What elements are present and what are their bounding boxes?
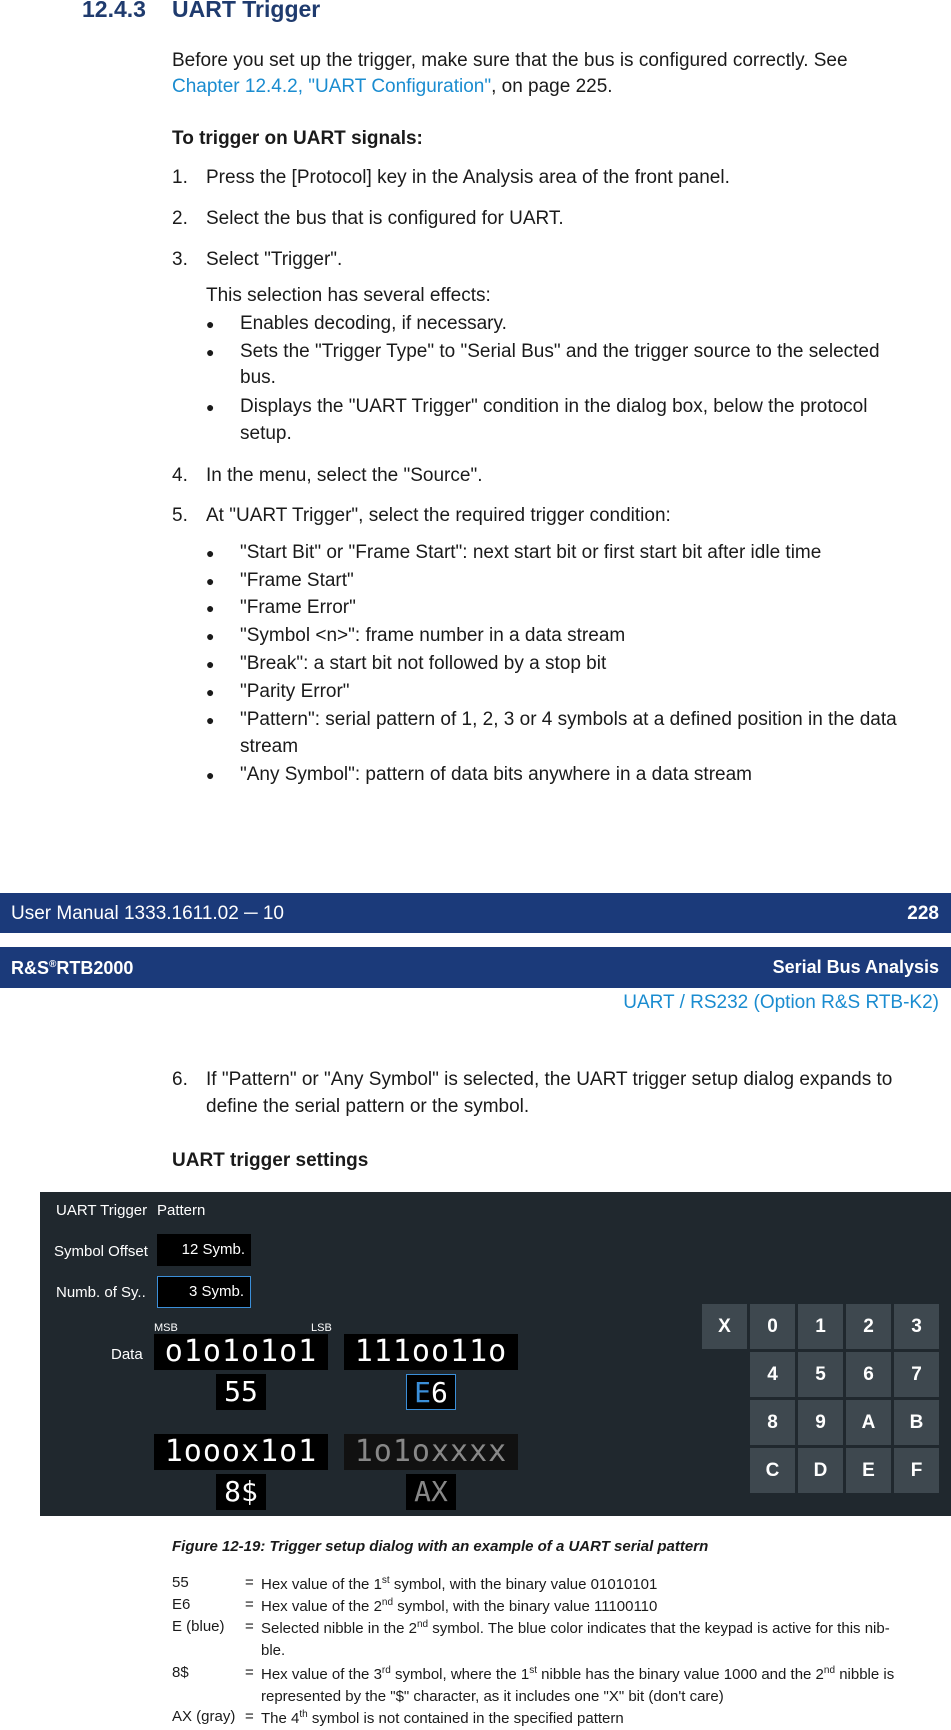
number-of-symbols-field[interactable]: 3 Symb. [157, 1276, 251, 1308]
bullet-icon: ● [206, 344, 215, 360]
condition-item: "Symbol <n>": frame number in a data stream [240, 625, 626, 646]
chapter-name: Serial Bus Analysis [772, 957, 939, 977]
keypad-key-d[interactable]: D [798, 1448, 843, 1493]
legend-value: The 4th symbol is not contained in the specified pattern [261, 1709, 624, 1727]
step-5: At "UART Trigger", select the required trigger condition: [206, 505, 671, 526]
keypad-key-a[interactable]: A [846, 1400, 891, 1445]
uart-trigger-dialog [40, 1192, 951, 1516]
bullet-icon: ● [206, 656, 215, 672]
step-number-1: 1. [172, 167, 188, 188]
legend-value: Hex value of the 1st symbol, with the binary value 01010101 [261, 1575, 658, 1593]
step-3-effect-3a: Displays the "UART Trigger" condition in the dialog box, below the protocol [240, 396, 868, 417]
step-3: Select "Trigger". [206, 249, 343, 270]
symbol-4-hex[interactable]: AX [406, 1474, 456, 1510]
bullet-icon: ● [206, 399, 215, 415]
legend-equals: = [245, 1708, 254, 1725]
keypad-key-c[interactable]: C [750, 1448, 795, 1493]
msb-label: MSB [154, 1322, 178, 1334]
step-6b: define the serial pattern or the symbol. [206, 1096, 530, 1117]
condition-item: "Frame Error" [240, 597, 356, 618]
legend-value-continued: ble. [261, 1642, 286, 1659]
bullet-icon: ● [206, 600, 215, 616]
step-number-6: 6. [172, 1069, 188, 1090]
procedure-title: To trigger on UART signals: [172, 128, 423, 149]
intro-page-ref: , on page 225. [491, 76, 613, 97]
keypad-key-f[interactable]: F [894, 1448, 939, 1493]
legend-key: 55 [172, 1574, 189, 1591]
legend-equals: = [245, 1574, 254, 1591]
symbol-1-bits[interactable]: o1o1o1o1 [154, 1334, 328, 1370]
legend-key: E6 [172, 1596, 191, 1613]
step-3-effect-2a: Sets the "Trigger Type" to "Serial Bus" and the trigger source to the selected [240, 341, 880, 362]
condition-item-continued: stream [240, 736, 299, 757]
step-number-3: 3. [172, 249, 188, 270]
bullet-icon: ● [206, 573, 215, 589]
legend-value: Hex value of the 2nd symbol, with the binary value 11100110 [261, 1597, 658, 1615]
condition-item: "Parity Error" [240, 681, 350, 702]
legend-key: AX (gray) [172, 1708, 236, 1725]
chapter-link[interactable]: Chapter 12.4.2, "UART Configuration" [172, 76, 492, 97]
condition-item: "Frame Start" [240, 570, 354, 591]
symbol-offset-field[interactable]: 12 Symb. [157, 1234, 251, 1266]
step-3-effect-1: Enables decoding, if necessary. [240, 313, 507, 334]
product-name: R&S®RTB2000 [11, 958, 134, 978]
figure-caption: Figure 12-19: Trigger setup dialog with an example of a UART serial pattern [172, 1538, 709, 1555]
legend-value: Hex value of the 3rd symbol, where the 1st nibble has the binary value 1000 and the 2nd nibble is [261, 1665, 895, 1683]
symbol-offset-label: Symbol Offset [54, 1243, 148, 1260]
intro-line-1: Before you set up the trigger, make sure that the bus is configured correctly. See [172, 50, 848, 71]
legend-value-continued: represented by the "$" character, as it includes one "X" bit (don't care) [261, 1688, 724, 1705]
legend-key: 8$ [172, 1664, 189, 1681]
symbol-1-hex[interactable]: 55 [216, 1374, 266, 1410]
keypad-key-7[interactable]: 7 [894, 1352, 939, 1397]
page-header-bar [0, 947, 951, 988]
keypad-key-0[interactable]: 0 [750, 1304, 795, 1349]
legend-equals: = [245, 1618, 254, 1635]
step-6a: If "Pattern" or "Any Symbol" is selected, the UART trigger setup dialog expands to [206, 1069, 893, 1090]
uart-trigger-value[interactable]: Pattern [157, 1202, 206, 1219]
legend-equals: = [245, 1664, 254, 1681]
uart-trigger-label: UART Trigger [56, 1202, 148, 1219]
keypad-key-4[interactable]: 4 [750, 1352, 795, 1397]
legend-key: E (blue) [172, 1618, 225, 1635]
symbol-4-bits[interactable]: 1o1oxxxx [344, 1434, 518, 1470]
selected-nibble[interactable]: E [414, 1376, 431, 1409]
bullet-icon: ● [206, 712, 215, 728]
bullet-icon: ● [206, 628, 215, 644]
keypad-key-b[interactable]: B [894, 1400, 939, 1445]
step-3-effect-3b: setup. [240, 423, 292, 444]
subchapter-name: UART / RS232 (Option R&S RTB-K2) [623, 992, 939, 1013]
step-1: Press the [Protocol] key in the Analysis area of the front panel. [206, 167, 730, 188]
keypad-key-1[interactable]: 1 [798, 1304, 843, 1349]
step-3-effect-2b: bus. [240, 367, 276, 388]
legend-value: Selected nibble in the 2nd symbol. The blue color indicates that the keypad is active for this nib- [261, 1619, 890, 1637]
intro-line-2 [172, 73, 613, 101]
number-of-symbols-label: Numb. of Sy.. [56, 1284, 146, 1301]
lsb-label: LSB [311, 1322, 332, 1334]
page-number: 228 [907, 903, 939, 924]
keypad-key-e[interactable]: E [846, 1448, 891, 1493]
symbol-3-hex[interactable]: 8$ [216, 1474, 266, 1510]
step-4: In the menu, select the "Source". [206, 465, 483, 486]
page-footer-bar [0, 893, 951, 933]
symbol-3-bits[interactable]: 1ooox1o1 [154, 1434, 328, 1470]
keypad-key-5[interactable]: 5 [798, 1352, 843, 1397]
settings-title: UART trigger settings [172, 1150, 369, 1171]
keypad-key-3[interactable]: 3 [894, 1304, 939, 1349]
step-number-2: 2. [172, 208, 188, 229]
step-3-effects-intro: This selection has several effects: [206, 285, 491, 306]
symbol-2-bits[interactable]: 111oo11o [344, 1334, 518, 1370]
section-title: UART Trigger [172, 0, 321, 22]
step-2: Select the bus that is configured for UART. [206, 208, 564, 229]
keypad-key-x[interactable]: X [702, 1304, 747, 1349]
condition-item: "Any Symbol": pattern of data bits anywhere in a data stream [240, 764, 752, 785]
keypad-key-9[interactable]: 9 [798, 1400, 843, 1445]
keypad-key-6[interactable]: 6 [846, 1352, 891, 1397]
step-number-5: 5. [172, 505, 188, 526]
keypad-key-2[interactable]: 2 [846, 1304, 891, 1349]
condition-item: "Pattern": serial pattern of 1, 2, 3 or 4 symbols at a defined position in the data [240, 709, 897, 730]
bullet-icon: ● [206, 767, 215, 783]
legend-equals: = [245, 1596, 254, 1613]
bullet-icon: ● [206, 545, 215, 561]
condition-item: "Start Bit" or "Frame Start": next start bit or first start bit after idle time [240, 542, 822, 563]
symbol-2-hex[interactable]: E6 [406, 1374, 456, 1410]
section-number: 12.4.3 [82, 0, 146, 22]
condition-item: "Break": a start bit not followed by a stop bit [240, 653, 607, 674]
data-label: Data [111, 1346, 143, 1363]
bullet-icon: ● [206, 316, 215, 332]
keypad-key-8[interactable]: 8 [750, 1400, 795, 1445]
step-number-4: 4. [172, 465, 188, 486]
manual-id: User Manual 1333.1611.02 ─ 10 [11, 903, 284, 924]
bullet-icon: ● [206, 684, 215, 700]
